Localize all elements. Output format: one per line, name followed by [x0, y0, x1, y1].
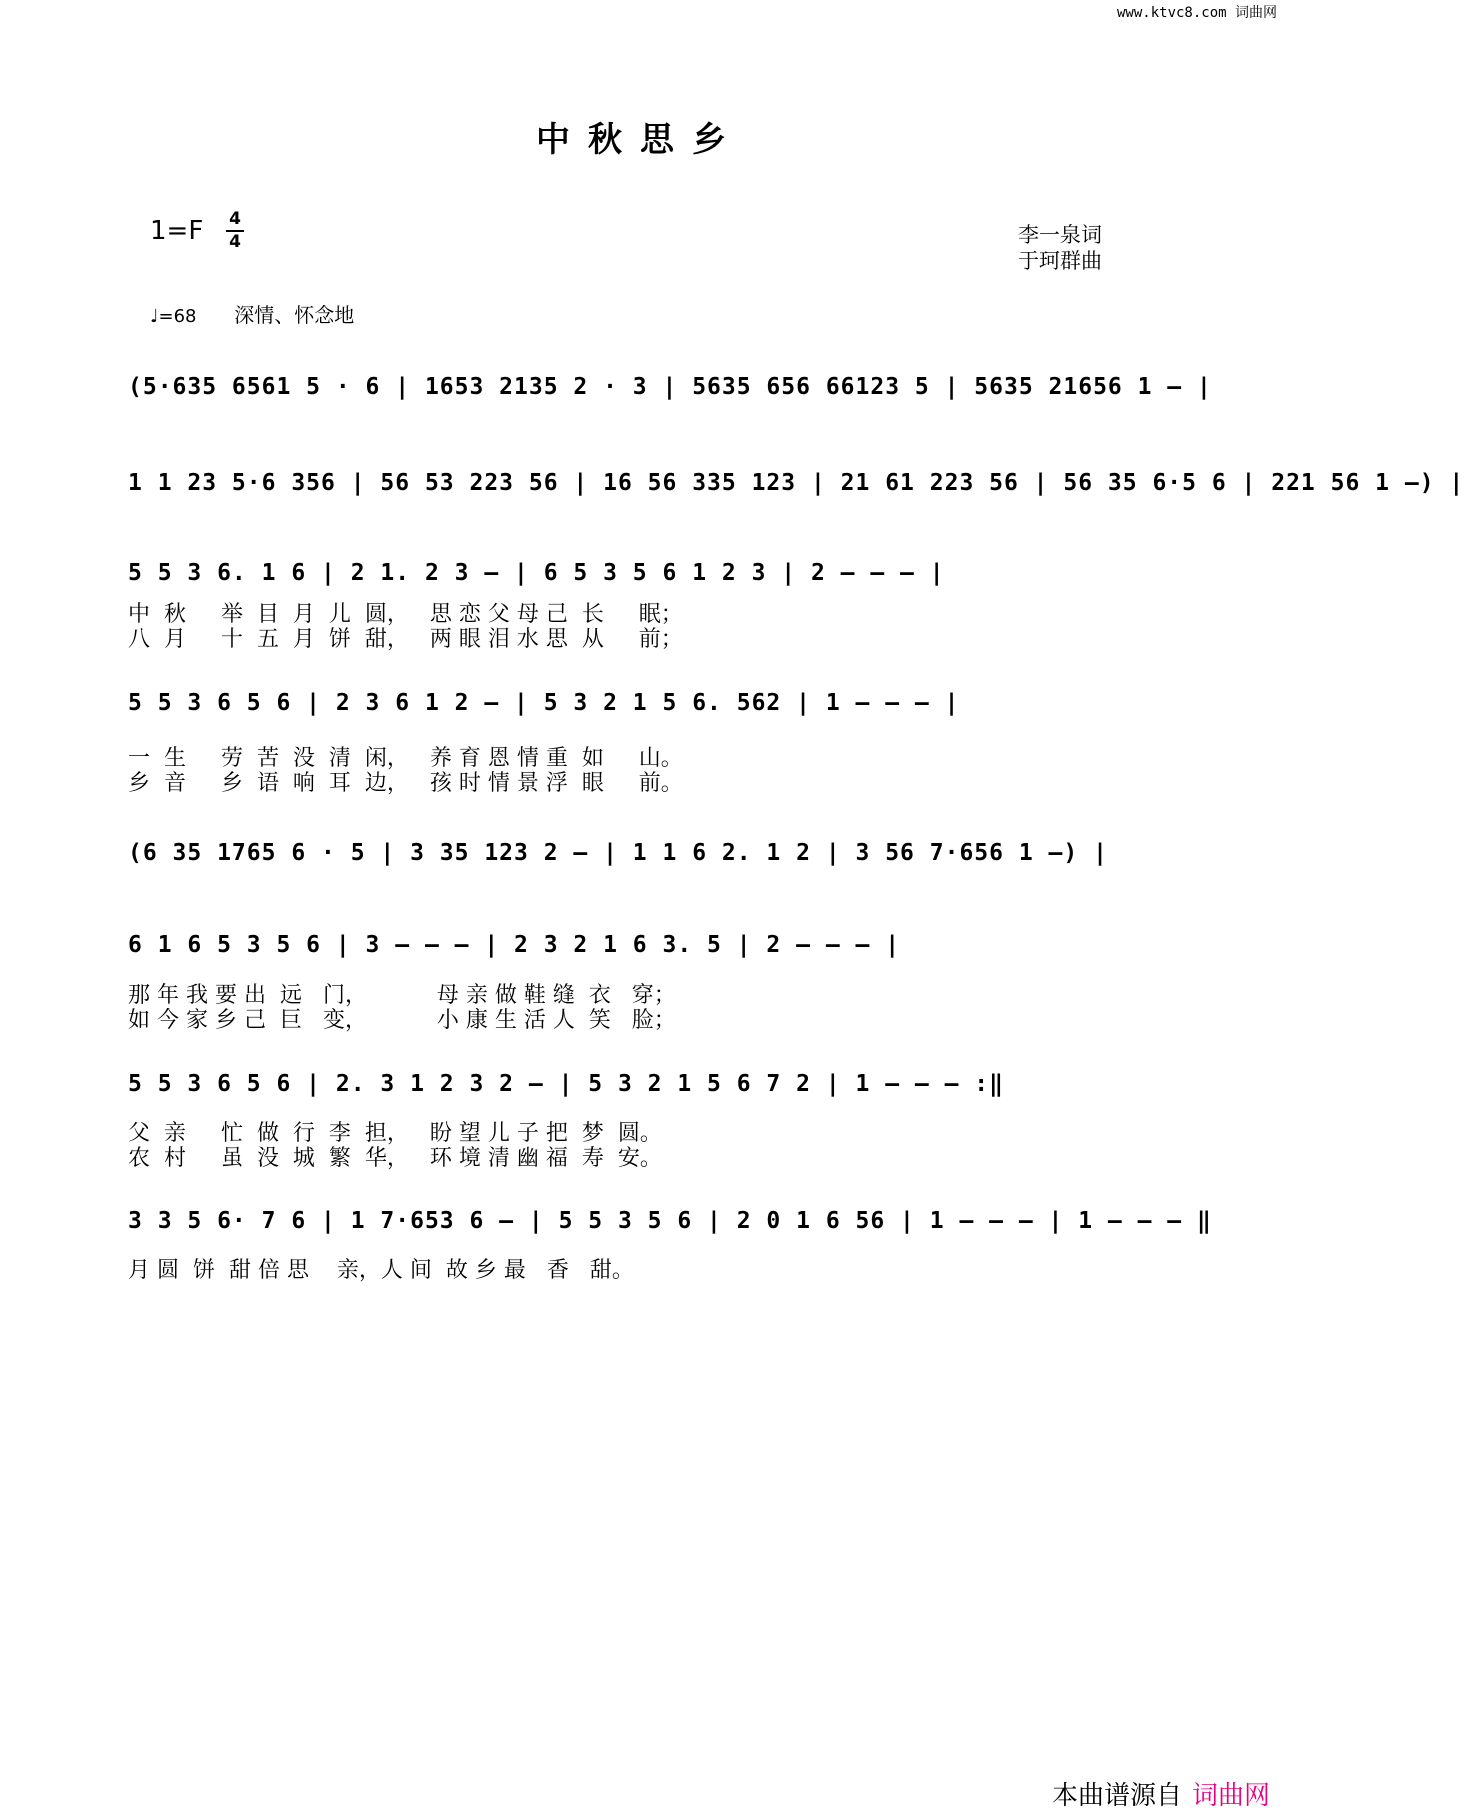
time-signature-top: 4 [229, 209, 241, 229]
credits [1018, 222, 1102, 274]
lyricist-credit: 李一泉词 [1018, 223, 1102, 247]
score-line-5: (6 35 1765 6 · 5 | 3 35 123 2 – | 1 1 6 2. 1 2 | 3 56 7·656 1 –) | [128, 840, 1108, 866]
score-line-8: 3 3 5 6· 7 6 | 1 7·653 6 – | 5 5 3 5 6 | 2 0 1 6 56 | 1 – – – | 1 – – – ‖ [128, 1208, 1212, 1234]
time-signature-bottom: 4 [229, 232, 241, 252]
footer-text: 本曲谱源自 [1052, 1781, 1183, 1811]
tempo-marking [150, 299, 354, 328]
lyric-line-3a: 中 秋 举 目 月 儿 圆， 思 恋 父 母 己 长 眠； [128, 602, 683, 627]
lyric-line-3b: 八 月 十 五 月 饼 甜， 两 眼 泪 水 思 从 前； [128, 627, 683, 652]
score-line-6: 6 1 6 5 3 5 6 | 3 – – – | 2 3 2 1 6 3. 5 | 2 – – – | [128, 932, 901, 958]
key-signature: 1=F [150, 216, 204, 246]
score-title: 中秋思乡 [536, 120, 744, 160]
composer-credit: 于珂群曲 [1018, 249, 1102, 273]
watermark: www.ktvc8.com 词曲网 [1117, 5, 1278, 21]
lyric-line-4b: 乡 音 乡 语 响 耳 边， 孩 时 情 景 浮 眼 前。 [128, 771, 683, 796]
lyric-line-4a: 一 生 劳 苦 没 清 闲， 养 育 恩 情 重 如 山。 [128, 746, 683, 771]
score-line-1: (5·635 6561 5 · 6 | 1653 2135 2 · 3 | 5635 656 66123 5 | 5635 21656 1 – | [128, 374, 1212, 400]
footer-source [1052, 1775, 1270, 1812]
score-line-2: 1 1 23 5·6 356 | 56 53 223 56 | 16 56 335 123 | 21 61 223 56 | 56 35 6·5 6 | 221 56 1 –) | [128, 470, 1464, 496]
time-signature [226, 210, 244, 252]
lyric-line-7b: 农 村 虽 没 城 繁 华， 环 境 清 幽 福 寿 安。 [128, 1146, 662, 1171]
lyric-line-7a: 父 亲 忙 做 行 李 担， 盼 望 儿 子 把 梦 圆。 [128, 1121, 662, 1146]
tempo-mood: 深情、怀念地 [234, 303, 355, 327]
score-line-4: 5 5 3 6 5 6 | 2 3 6 1 2 – | 5 3 2 1 5 6. 562 | 1 – – – | [128, 690, 960, 716]
tempo-bpm: ♩=68 [150, 306, 197, 327]
lyric-line-8: 月 圆 饼 甜 倍 思 亲，人 间 故 乡 最 香 甜。 [128, 1258, 634, 1283]
footer-brand: 词曲网 [1192, 1781, 1271, 1811]
lyric-line-6b: 如 今 家 乡 己 巨 变， 小 康 生 活 人 笑 脸； [128, 1008, 676, 1033]
score-line-7: 5 5 3 6 5 6 | 2. 3 1 2 3 2 – | 5 3 2 1 5 6 7 2 | 1 – – – :‖ [128, 1071, 1004, 1097]
lyric-line-6a: 那 年 我 要 出 远 门， 母 亲 做 鞋 缝 衣 穿； [128, 983, 676, 1008]
score-line-3: 5 5 3 6. 1 6 | 2 1. 2 3 – | 6 5 3 5 6 1 2 3 | 2 – – – | [128, 560, 945, 586]
